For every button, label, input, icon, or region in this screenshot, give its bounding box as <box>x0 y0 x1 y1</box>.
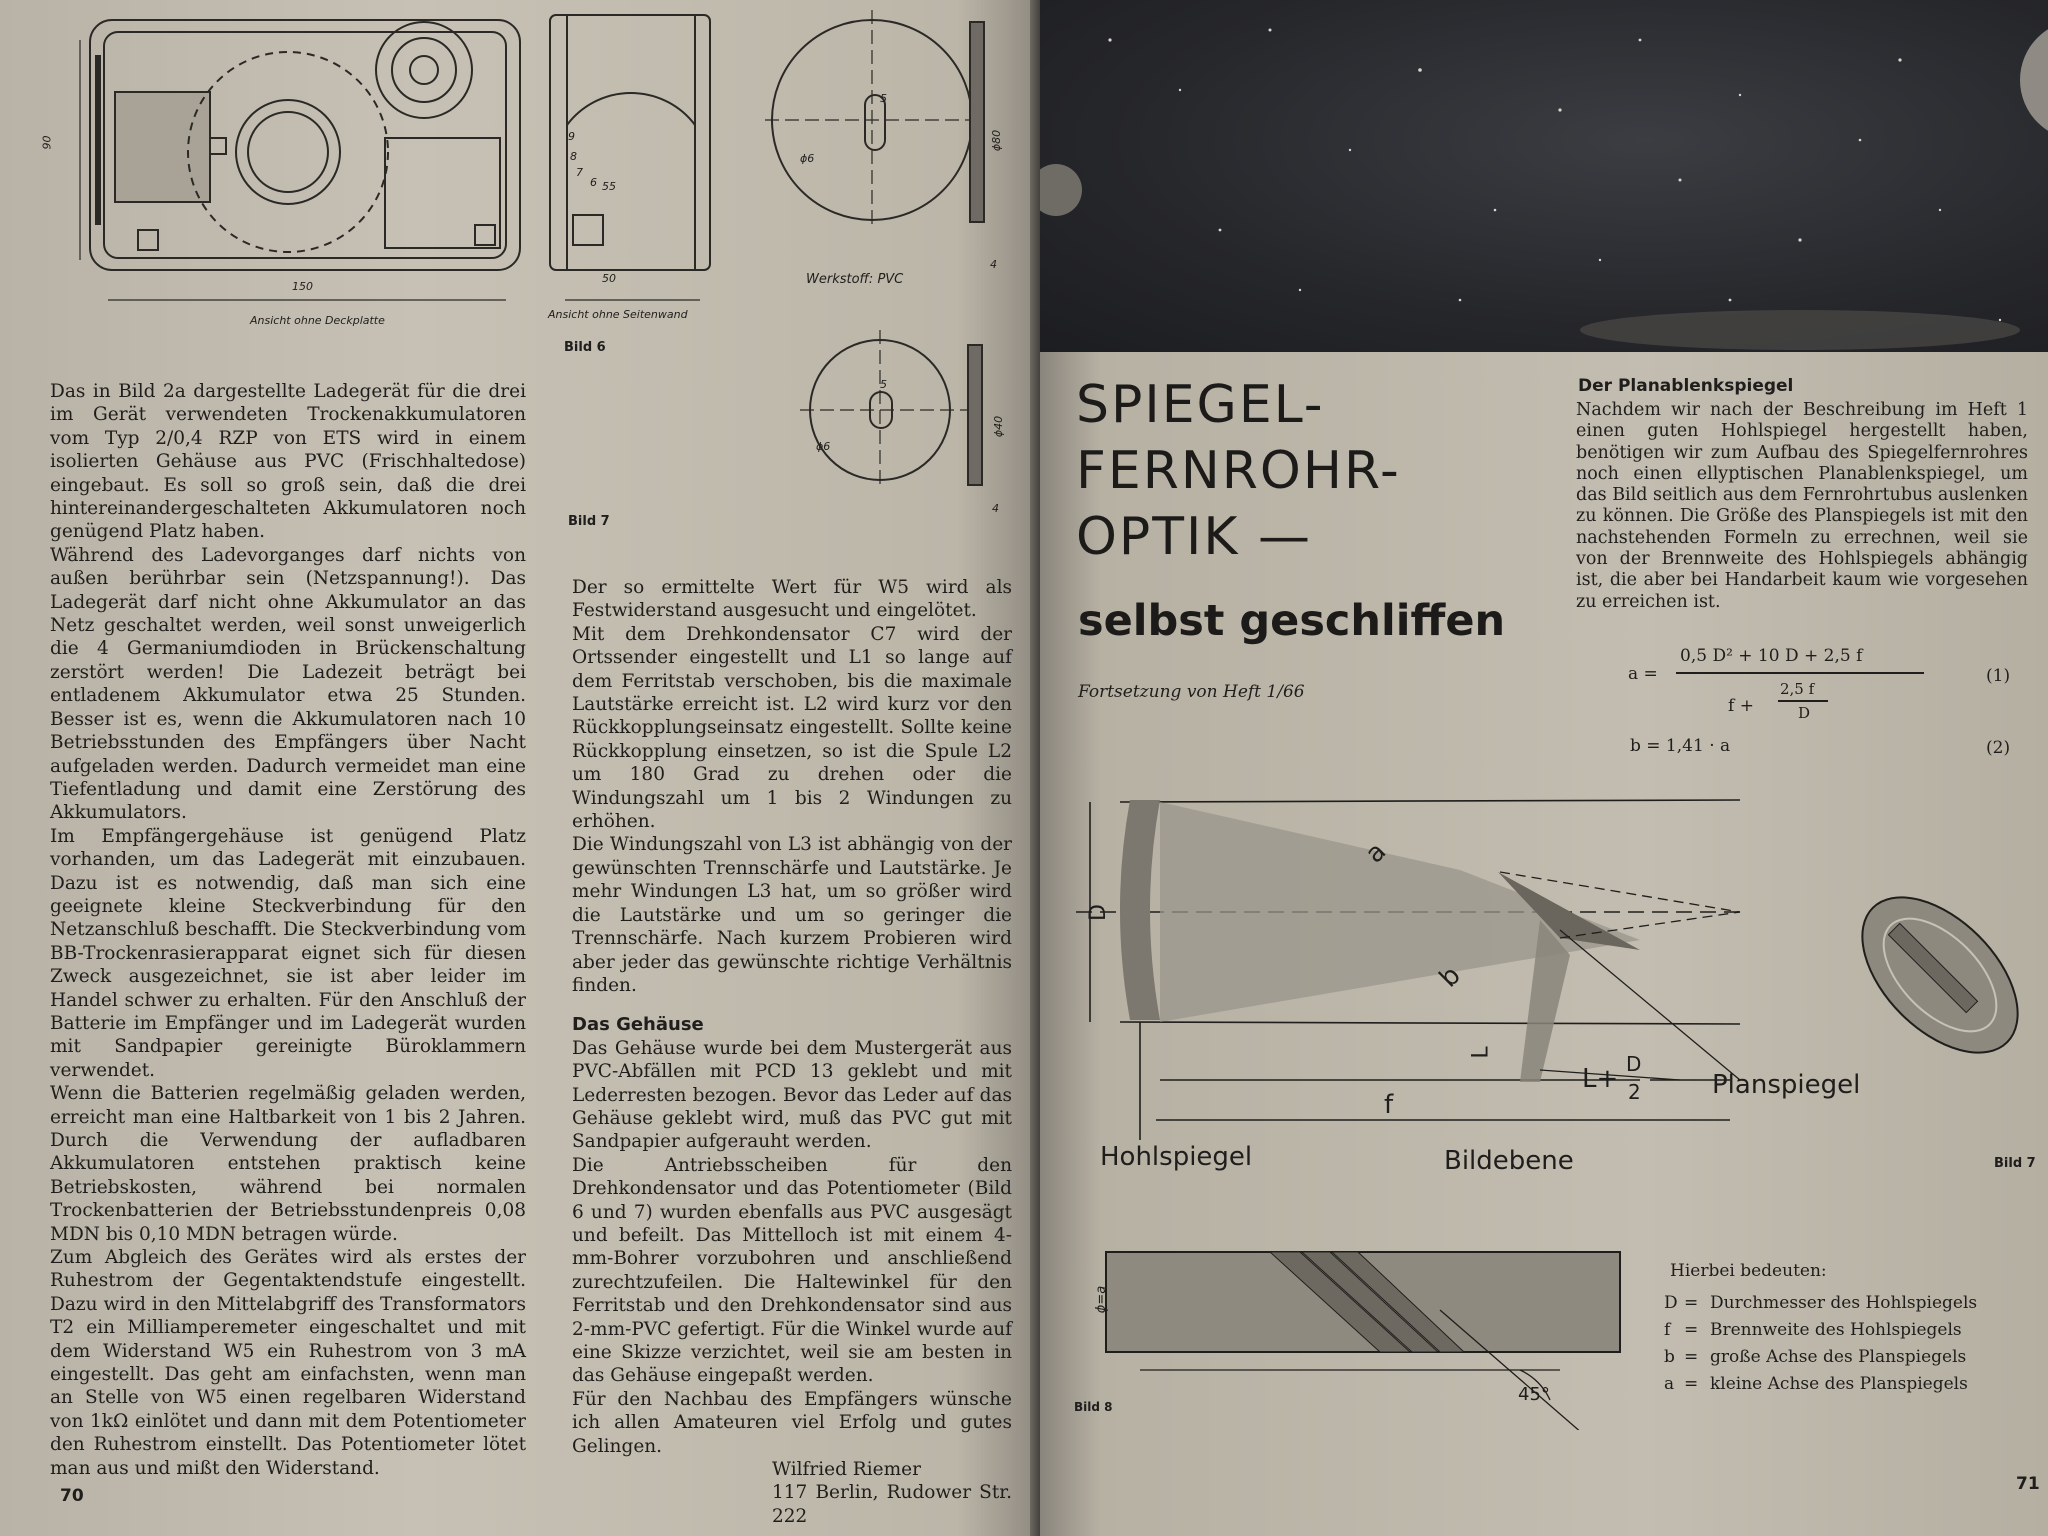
disc40-thickness-dim: 4 <box>992 502 999 515</box>
section-heading-gehaeuse: Das Gehäuse <box>572 1014 704 1036</box>
formula-1-inner-numerator: 2,5 f <box>1780 680 1815 698</box>
disc40-hole-dim: ϕ6 <box>816 440 831 453</box>
formula-2-number: (2) <box>1986 738 2011 758</box>
formula-1-denominator-f: f + <box>1728 696 1754 716</box>
angle-label: 45° <box>1518 1384 1550 1405</box>
paragraph: Zum Abgleich des Gerätes wird als erstes der Ruhestrom der Gegentaktendstufe eingestellt. Dazu wird in den Mittelabgriff des Transformators T2 ein Milliamperemeter eingeschaltet und mit dem Widerstand W5 ein Ruhestrom von 3 mA eingestellt. Das geht am einfachsten, wenn man an Stelle von W5 einen regelbaren Widerstand von 1kΩ einlötet und dann mit dem Potentiometer den Ruhestrom einstellt. Das Potentiometer lötet man aus und mißt den Widerstand. <box>50 1247 526 1479</box>
dim-height: 90 <box>40 135 54 150</box>
disc80-diameter-dim: ϕ80 <box>990 129 1004 152</box>
paragraph: Das Gehäuse wurde bei dem Mustergerät aus PVC-Abfällen mit PCD 13 geklebt und mit Lederresten bezogen. Bevor das Leder auf das Gehäuse geklebt wird, muß das PVC gut mit Sandpapier aufgerauht werden. <box>572 1037 1012 1153</box>
formula-1-fraction-bar <box>1676 672 1924 674</box>
inner-label-1: 9 <box>568 130 575 143</box>
planet-shape <box>2020 20 2048 140</box>
inner-label-3: 7 <box>576 166 583 179</box>
legend-item: b = große Achse des Planspiegels <box>1664 1347 1967 1367</box>
right-page <box>1040 0 2048 1536</box>
moon-shape <box>1040 164 1082 216</box>
paragraph: Während des Ladevorganges darf nichts von außen berührbar sein (Netzspannung!). Das Ladegerät darf nicht ohne Akkumulator an das Netz geschaltet werden, weil sonst unweigerlich die 4 Germaniumdioden in Brückenschaltung zerstört werden! Die Ladezeit beträgt bei entladenem Akkumulator etwa 25 Stunden. Besser ist es, wenn die Akkumulatoren nach 10 Betriebsstunden des Empfängers über Nacht aufgeladen werden. Dadurch vermeidet man eine Tiefentladung und damit eine Zerstörung des Akkumulators. <box>50 544 526 824</box>
disc80-hole-dim: ϕ6 <box>800 152 815 165</box>
paragraph: Mit dem Drehkondensator C7 wird der Ortssender eingestellt und L1 so lange auf dem Ferritstab verschoben, bis die maximale Lautstärke erreicht ist. L2 wird kurz vor den Rückkopplungseinsatz eingestellt. Sollte keine Rückkopplung einsetzen, so ist die Spule L2 um 180 Grad zu drehen oder die Windungszahl um 1 bis 2 Windungen zu erhöhen. <box>572 623 1012 833</box>
disc40-slot-dim: 5 <box>880 378 887 391</box>
legend-item: a = kleine Achse des Planspiegels <box>1664 1374 1968 1394</box>
author-address: 117 Berlin, Rudower Str. 222 <box>772 1482 1012 1527</box>
formula-1-inner-bar <box>1778 700 1828 702</box>
section-heading-planablenkspiegel: Der Planablenkspiegel <box>1578 376 1794 396</box>
view1-caption: Ansicht ohne Deckplatte <box>250 314 385 327</box>
paragraph: Die Windungszahl von L3 ist abhängig von der gewünschten Trennschärfe und Lautstärke. Je mehr Windungen L3 hat, um so größer wird die Lautstärke und um so geringer die Trennschärfe. Nach kurzem Probieren wird aber jeder das gewünschte richtige Verhältnis finden. <box>572 834 1012 996</box>
formula-1-number: (1) <box>1986 666 2011 686</box>
label-D-fraction-num: D <box>1626 1052 1642 1076</box>
dim-width: 150 <box>292 280 313 293</box>
figure-8-caption: Bild 8 <box>1074 1400 1113 1414</box>
figure-8-rod <box>1040 1230 1740 1430</box>
tube-top-line <box>1120 800 1740 802</box>
formula-1-lhs: a = <box>1628 664 1658 684</box>
figure-7-ray-diagram <box>1040 780 2048 1200</box>
paragraph: Im Empfängergehäuse ist genügend Platz vorhanden, um das Ladegerät mit einzubauen. Dazu ist es notwendig, daß man sich eine geeignete kleine Steckverbindung für den Netzanschluß beschafft. Die Steckverbindung vom BB-Trockenrasierapparat eignet sich für diesen Zweck ausgezeichnet, sie ist aber leider im Handel schwer zu erhalten. Für den Anschluß der Batterie im Empfänger und im Ladegerät wurden mit Sandpapier gereinigte Büroklammern verwendet. <box>50 825 526 1081</box>
label-bildebene: Bildebene <box>1444 1146 1574 1176</box>
continuation-note: Fortsetzung von Heft 1/66 <box>1078 682 1305 702</box>
inner-label-2: 8 <box>570 150 577 163</box>
formula-2: b = 1,41 · a <box>1630 736 1731 756</box>
page-number-right: 71 <box>2016 1474 2040 1494</box>
figure-7-caption: Bild 7 <box>568 514 610 529</box>
star-field <box>1040 0 2048 352</box>
author-name: Wilfried Riemer <box>772 1459 921 1481</box>
formula-1-numerator: 0,5 D² + 10 D + 2,5 f <box>1680 646 1863 666</box>
label-a: a <box>1359 836 1393 870</box>
night-sky-photo <box>1040 0 2048 352</box>
paragraph: Für den Nachbau des Empfängers wünsche ich allen Amateuren viel Erfolg und gutes Gelingen. <box>572 1388 1012 1457</box>
view2-caption: Ansicht ohne Seitenwand <box>548 308 688 321</box>
title-line-3: OPTIK — <box>1076 507 1313 567</box>
legend-item: D = Durchmesser des Hohlspiegels <box>1664 1293 1978 1313</box>
disc40-diameter-dim: ϕ40 <box>992 415 1006 438</box>
legend-item: f = Brennweite des Hohlspiegels <box>1664 1320 1962 1340</box>
label-b: b <box>1433 960 1467 994</box>
label-planspiegel: Planspiegel <box>1712 1070 1861 1100</box>
formula-1-inner-denominator: D <box>1798 704 1811 722</box>
hohlspiegel-shape <box>1120 800 1160 1020</box>
figure-6-caption: Bild 6 <box>564 340 606 355</box>
left-column-2 <box>572 576 1012 1528</box>
figure-7-right-caption: Bild 7 <box>1994 1156 2036 1171</box>
tube-bottom-line <box>1120 1022 1740 1024</box>
disc80-slot-dim: 5 <box>880 92 887 105</box>
disc80-thickness-dim: 4 <box>990 258 997 271</box>
label-D-fraction-den: 2 <box>1628 1080 1641 1104</box>
legend-title: Hierbei bedeuten: <box>1670 1261 1827 1281</box>
label-f: f <box>1384 1090 1394 1120</box>
label-L-plus: L+ <box>1582 1064 1619 1094</box>
paragraph: Das in Bild 2a dargestellte Ladegerät für die drei im Gerät verwendeten Trockenakkumulatoren vom Typ 2/0,4 RZP von ETS wird in einem isolierten Gehäuse aus PVC (Frischhaltedose) eingebaut. Es soll so groß sein, daß die drei hintereinandergeschalteten Akkumulatoren noch genügend Platz haben. <box>50 381 526 543</box>
inner-label-5: 55 <box>602 180 616 193</box>
dim-depth: 50 <box>602 272 616 285</box>
article-title <box>1076 372 1401 570</box>
inner-label-4: 6 <box>590 176 597 189</box>
section-text: Nachdem wir nach der Beschreibung im Heft 1 einen guten Hohlspiegel hergestellt haben, benötigen wir zum Aufbau des Spiegelfernrohres noch einen ellyptischen Planablenkspiegel, um das Bild seitlich aus dem Fernrohrtubus auslenken zu können. Die Größe des Planspiegels ist mit den nachstehenden Formeln zu errechnen, weil sie von der Brennweite des Hohlspiegels abhängig ist, die aber bei Handarbeit kaum wie vorgesehen zu erreichen ist. <box>1576 400 2028 612</box>
page-number-left: 70 <box>60 1486 84 1506</box>
paragraph: Der so ermittelte Wert für W5 wird als Festwiderstand ausgesucht und eingelötet. <box>572 577 1012 622</box>
material-label: Werkstoff: PVC <box>806 272 904 287</box>
article-subtitle: selbst geschliffen <box>1078 596 1506 646</box>
label-hohlspiegel: Hohlspiegel <box>1100 1142 1253 1172</box>
label-D: D <box>1085 904 1111 921</box>
label-L: L <box>1468 1046 1494 1059</box>
left-column-1 <box>50 380 526 1480</box>
paragraph: Wenn die Batterien regelmäßig geladen werden, erreicht man eine Haltbarkeit von 1 bis 2 Jahren. Durch die Verwendung der aufladbaren Akkumulatoren entstehen praktisch keine Betriebskosten, während bei normalen Trockenbatterien der Betriebsstundenpreis 0,08 MDN bis 0,10 MDN betragen würde. <box>50 1083 526 1245</box>
title-line-2: FERNROHR- <box>1076 441 1401 501</box>
rod-label: ϕ=a <box>1094 1285 1110 1314</box>
title-line-1: SPIEGEL- <box>1076 375 1325 435</box>
legend-list <box>1664 1290 1977 1398</box>
paragraph: Die Antriebsscheiben für den Drehkondensator und das Potentiometer (Bild 6 und 7) wurden ebenfalls aus PVC ausgesägt und befeilt. Das Mittelloch ist mit einem 4-mm-Bohrer vorzubohren und anschließend zurechtzufeilen. Die Haltewinkel für den Ferritstab und den Drehkondensator sind aus 2-mm-PVC gefertigt. Für die Winkel wurde auf eine Skizze verzichtet, weil sie am besten in das Gehäuse eingepaßt werden. <box>572 1154 1012 1387</box>
